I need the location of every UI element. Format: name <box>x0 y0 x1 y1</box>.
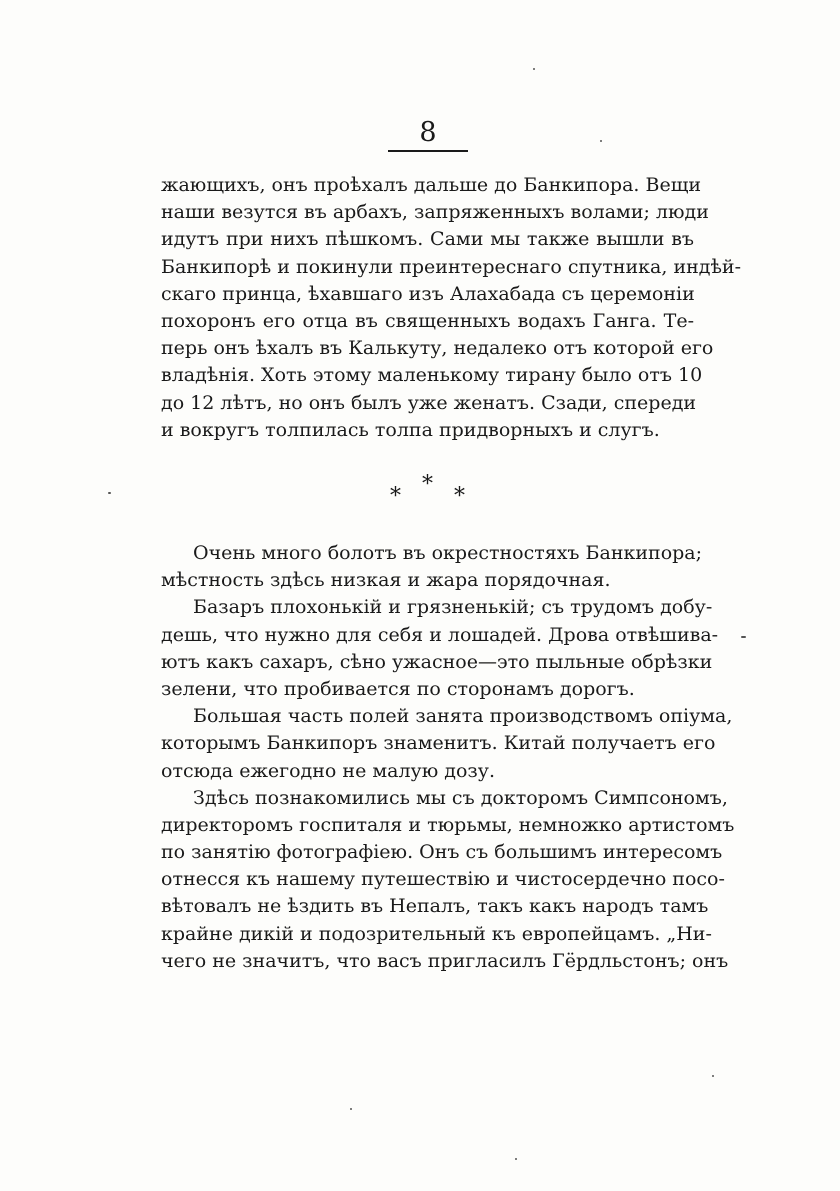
scan-speck <box>741 636 746 638</box>
text-line: и вокругъ толпилась толпа придворныхъ и слугъ. <box>161 418 660 441</box>
text-line: похоронъ его отца въ священныхъ водахъ Ганга. Те- <box>161 309 694 332</box>
text-line: владѣнія. Хоть этому маленькому тирану было отъ 10 <box>161 364 703 387</box>
text-line: чего не значитъ, что васъ пригласилъ Гёрдльстонъ; онъ <box>161 949 729 972</box>
text-line: по занятію фотографіею. Онъ съ большимъ интересомъ <box>161 841 723 864</box>
scan-speck <box>350 1108 352 1110</box>
text-line: перь онъ ѣхалъ въ Калькуту, недалеко отъ которой его <box>161 337 714 360</box>
text-line: дешь, что нужно для себя и лошадей. Дрова отвѣшива- <box>161 623 719 646</box>
scan-speck <box>515 1158 517 1160</box>
text-line: Базаръ плохонькій и грязненькій; съ трудомъ добу- <box>193 596 713 619</box>
paragraph-opium <box>161 703 733 785</box>
text-line: до 12 лѣтъ, но онъ былъ уже женатъ. Сзади, спереди <box>161 391 697 414</box>
text-line: которымъ Банкипоръ знаменитъ. Китай получаетъ его <box>161 732 716 755</box>
text-line: отсюда ежегодно не малую дозу. <box>161 759 496 782</box>
text-line: скаго принца, ѣхавшаго изъ Алахабада съ церемоніи <box>161 282 695 305</box>
page-number-rule <box>388 150 468 152</box>
divider-asterisk: * <box>390 484 401 509</box>
paragraph-simpson <box>161 785 735 975</box>
text-line: Здѣсь познакомились мы съ докторомъ Симпсономъ, <box>193 786 728 809</box>
text-line: вѣтовалъ не ѣздить въ Непалъ, такъ какъ народъ тамъ <box>161 895 709 918</box>
text-line: Очень много болотъ въ окрестностяхъ Банкипора; <box>193 542 703 564</box>
scan-speck <box>533 68 535 70</box>
divider-asterisk: * <box>454 484 465 509</box>
paragraph-continued <box>161 172 742 444</box>
scan-speck <box>600 140 602 142</box>
section-body <box>161 540 735 975</box>
page-number: 8 <box>419 117 437 148</box>
text-line: жающихъ, онъ проѣхалъ дальше до Банкипора. Вещи <box>161 174 702 196</box>
text-line: ютъ какъ сахаръ, сѣно ужасное—это пыльные обрѣзки <box>161 650 713 673</box>
scan-speck <box>108 492 111 494</box>
text-line: директоромъ госпиталя и тюрьмы, немножко артистомъ <box>161 813 735 836</box>
text-line: зелени, что пробивается по сторонамъ дорогъ. <box>161 677 635 700</box>
divider-asterisk: * <box>422 472 433 497</box>
scan-speck <box>712 1075 714 1077</box>
text-line: крайне дикій и подозрительный къ европейцамъ. „Ни- <box>161 922 712 945</box>
text-line: идутъ при нихъ пѣшкомъ. Сами мы также вышли въ <box>161 228 694 251</box>
section-divider <box>380 472 480 515</box>
paragraph-swamps <box>161 540 703 594</box>
text-line: наши везутся въ арбахъ, запряженныхъ волами; люди <box>161 201 709 224</box>
text-line: Банкипорѣ и покинули преинтереснаго спутника, индѣй- <box>161 255 742 278</box>
text-line: мѣстность здѣсь низкая и жара порядочная. <box>161 569 611 592</box>
text-line: Большая часть полей занята производствомъ опіума, <box>193 705 733 728</box>
paragraph-bazaar <box>161 594 719 703</box>
text-line: отнесся къ нашему путешествію и чистосердечно посо- <box>161 868 725 891</box>
